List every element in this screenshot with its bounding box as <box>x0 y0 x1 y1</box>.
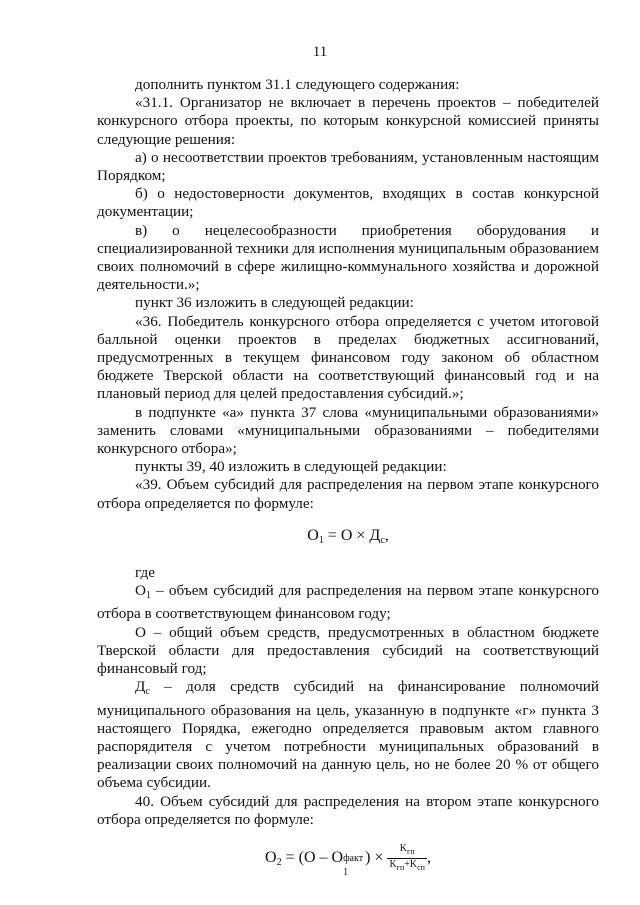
paragraph: «31.1. Организатор не включает в перечень проектов – победителей конкурсного отбора проекты, по которым конкурсной комиссией приняты следующие решения: <box>97 94 599 148</box>
paragraph: пункты 39, 40 изложить в следующей редакции: <box>135 458 447 476</box>
paragraph: где <box>135 564 155 582</box>
paragraph: б) о недостоверности документов, входящих в состав конкурсной документации; <box>97 185 599 221</box>
paragraph: а) о несоответствии проектов требованиям, установленным настоящим Порядком; <box>97 148 599 185</box>
paragraph: 40. Объем субсидий для распределения на втором этапе конкурсного отбора определяется по формуле: <box>97 792 599 828</box>
formula-1 <box>97 527 599 550</box>
page-number: 11 <box>312 44 328 60</box>
definition-o1: $O_1$ – объем субсидий для распределения на первом этапе конкурсного отбора в соответствующем финансовом году; <box>97 582 600 623</box>
formula-expression: = O × Д <box>327 526 381 544</box>
formula-2: $O_2 = (O - O$ факт 1 ) × $\frac{K_{гп}}{K_{гп}+K_{сп}}$ , <box>265 842 431 879</box>
paragraph: дополнить пунктом 31.1 следующего содержания: <box>135 76 460 93</box>
paragraph: в) о нецелесообразности приобретения оборудования и <box>135 221 599 239</box>
formula-symbol: O <box>307 526 319 544</box>
paragraph: «36. Победитель конкурсного отбора определяется с учетом итоговой балльной оценки проектов в пределах бюджетных ассигнований, предусмотренных в текущем финансовом году законом об областном бюджете Тверской области на соответствующий финансовый год и на плановый период для целей предоставления субсидий.»; <box>97 312 599 403</box>
definition-ds: $Д_с$ – доля средств субсидий на финансирование полномочий муниципального образования на цель, указанную в подпункте «г» пункта 3 настоящего Порядка, ежегодно определяется правовым актом главного распорядителя с учетом потребности муниципальных образований в реализации своих полномочий на данную цель, но не более 20 % от общего объема субсидии. <box>97 678 599 792</box>
formula-punct: , <box>384 526 389 544</box>
paragraph: специализированной техники для исполнения муниципальным образованием своих полномочий в сфере жилищно-коммунального хозяйства и дорожной деятельности.»; <box>97 239 599 294</box>
paragraph: в подпункте «а» пункта 37 слова «муниципальными образованиями» заменить словами «муниципальными образованиями – победителями конкурсного отбора»; <box>97 403 599 458</box>
formula-fraction: $\frac{K_{гп}}{K_{гп}+K_{сп}}$ <box>389 842 425 872</box>
formula-subscript: с <box>380 534 385 546</box>
formula-subscript: 1 <box>318 534 324 546</box>
paragraph: пункт 36 изложить в следующей редакции: <box>135 294 414 312</box>
document-body <box>97 76 599 888</box>
definition-o: O – общий объем средств, предусмотренных в областном бюджете Тверской области для предоставления субсидий на соответствующий финансовый год; <box>97 623 599 678</box>
paragraph: «39. Объем субсидий для распределения на первом этапе конкурсного отбора определяется по формуле: <box>97 476 599 512</box>
